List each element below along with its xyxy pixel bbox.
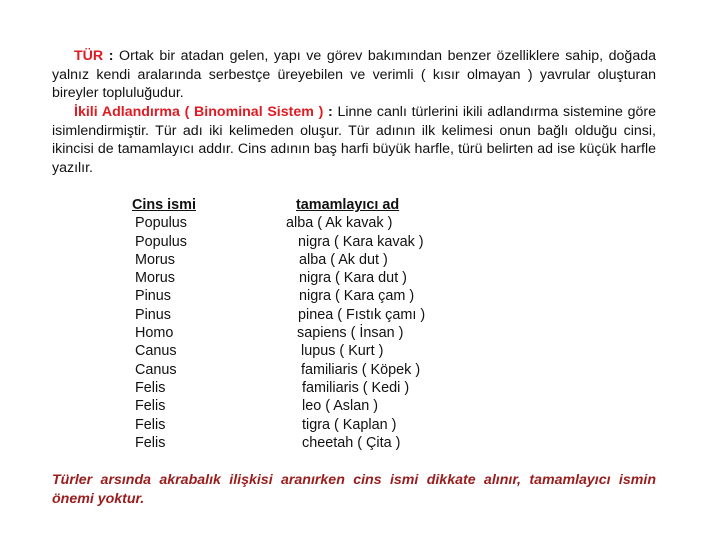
genus-cell: Canus <box>135 361 177 378</box>
genus-cell: Morus <box>135 251 175 268</box>
genus-cell: Felis <box>135 434 166 451</box>
epithet-cell: leo ( Aslan ) <box>302 398 378 415</box>
genus-cell: Felis <box>135 416 166 433</box>
epithet-cell: nigra ( Kara çam ) <box>299 288 415 305</box>
epithet-cell: alba ( Ak dut ) <box>299 251 388 268</box>
epithet-cell: sapiens ( İnsan ) <box>297 325 404 342</box>
genus-cell: Felis <box>135 398 166 415</box>
genus-cell: Populus <box>135 233 188 250</box>
tur-term: TÜR <box>74 48 104 64</box>
genus-column-header: Cins ismi <box>132 197 196 213</box>
epithet-cell: tigra ( Kaplan ) <box>302 416 397 433</box>
genus-cell: Canus <box>135 343 177 360</box>
epithet-column-header: tamamlayıcı ad <box>296 197 400 213</box>
tur-term-separator: : <box>103 48 114 64</box>
epithet-cell: cheetah ( Çita ) <box>302 434 401 451</box>
binominal-term-separator: : <box>323 104 333 120</box>
genus-cell: Felis <box>135 379 166 396</box>
epithet-cell: alba ( Ak kavak ) <box>286 215 393 232</box>
genus-cell: Pinus <box>135 288 171 305</box>
genus-cell: Populus <box>135 215 188 232</box>
binominal-definition-text: Linne canlı türlerini ikili adlandırma sistemine göre isimlendirmiştir. Tür adı iki kelimeden oluşur. Tür adının ilk kelimesi onun bağlı olduğu cinsi, ikincisi de tamamlayıcı addır. Cins adının baş harfi büyük harfle, türü belirten ad ise küçük harfle yazılır. <box>52 104 657 176</box>
tur-definition-paragraph <box>52 47 656 103</box>
footnote: Türler arsında akrabalık ilişkisi aranırken cins ismi dikkate alınır, tamamlayıcı ismin önemi yoktur. <box>52 472 656 507</box>
genus-cell: Homo <box>135 325 174 342</box>
tur-definition-text: Ortak bir atadan gelen, yapı ve görev bakımından benzer özelliklere sahip, doğada yalnız kendi aralarında serbestçe üreyebilen ve verimli ( kısır olmayan ) yavrular oluşturan bireyler topluluğudur. <box>52 48 656 101</box>
epithet-cell: nigra ( Kara dut ) <box>299 270 407 287</box>
genus-cell: Morus <box>135 270 175 287</box>
genus-cell: Pinus <box>135 306 171 323</box>
epithet-cell: nigra ( Kara kavak ) <box>298 233 424 250</box>
binominal-paragraph <box>52 103 656 177</box>
binominal-term: İkili Adlandırma ( Binominal Sistem ) <box>74 104 324 120</box>
epithet-cell: pinea ( Fıstık çamı ) <box>298 306 426 323</box>
epithet-cell: familiaris ( Köpek ) <box>301 361 421 378</box>
epithet-cell: familiaris ( Kedi ) <box>302 379 410 396</box>
epithet-cell: lupus ( Kurt ) <box>301 343 384 360</box>
